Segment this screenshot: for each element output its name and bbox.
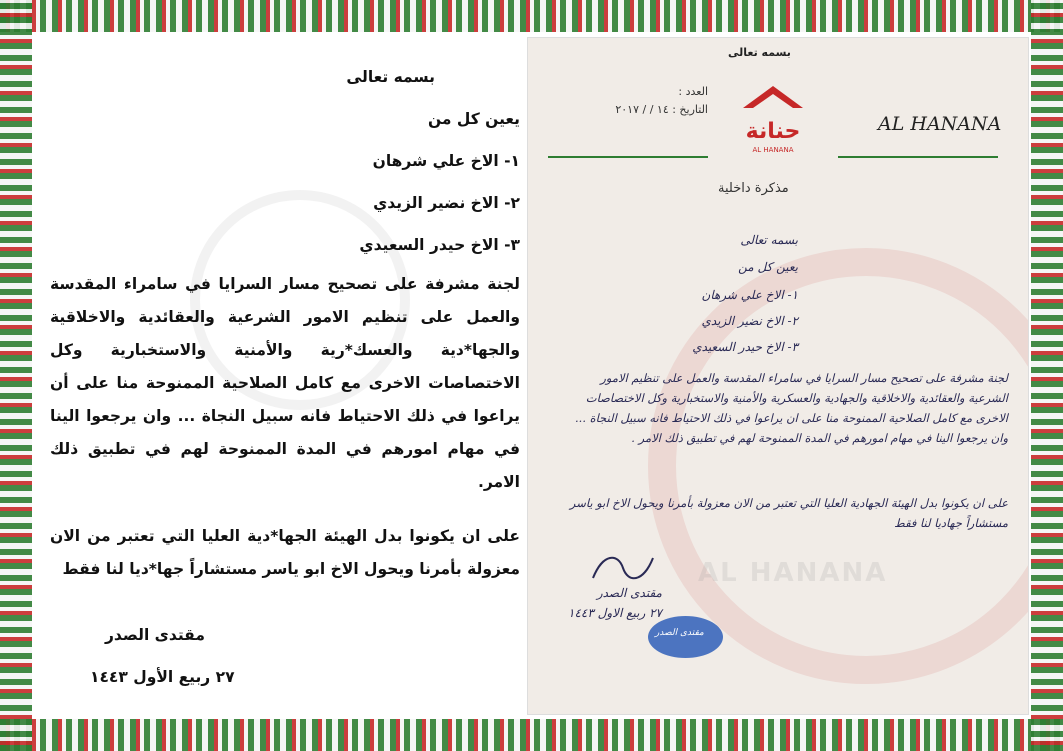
- hand-member-3: ٣- الاخ حيدر السعيدي: [692, 340, 798, 354]
- decorative-border-left: [0, 0, 32, 751]
- typed-transcription: [50, 60, 520, 700]
- hand-member-1: ١- الاخ علي شرهان: [701, 288, 798, 302]
- typed-assign: يعين كل من: [427, 110, 520, 128]
- hand-assign: يعين كل من: [738, 260, 798, 274]
- ornament-divider-left: [548, 146, 708, 158]
- letter-basmala: بسمه تعالى: [728, 46, 791, 59]
- hand-signature-block: [568, 583, 662, 623]
- date-value: ١٤ / / ٢٠١٧: [615, 103, 669, 116]
- handwritten-signature-mark: [588, 548, 658, 588]
- logo-arabic-text: حنانة: [745, 119, 801, 144]
- letter-english-name: AL HANANA: [878, 113, 1002, 135]
- hand-body: لجنة مشرفة على تصحيح مسار السرايا في سامراء المقدسة والعمل على تنظيم الامور الشرعية والعقائدية والاخلاقية والجهادية والعسكرية والأمنية والاستخبارية وكل الاختصاصات الاخرى مع كامل الصلاحية الممنوحة منا على ان يراعوا في ذلك الاحتياط فانه سبيل النجاة ... وان يرجعوا الينا في مهام امورهم في المدة الممنوحة لهم في تطبيق ذلك الامر .: [575, 371, 1008, 445]
- typed-body: لجنة مشرفة على تصحيح مسار السرايا في سامراء المقدسة والعمل على تنظيم الامور الشرعية والعقائدية والاخلاقية والجها*دية والعسك*رية والأمنية والاستخبارية وكل الاختصاصات الاخرى مع كامل الصلاحية الممنوحة منا على أن يراعوا في ذلك الاحتياط فانه سبيل النجاة ... وان يرجعوا الينا في مهام امورهم في المدة الممنوحة لهم في تطبيق ذلك الامر.: [50, 275, 520, 491]
- ornament-divider-right: [838, 146, 998, 158]
- hand-body-2: على ان يكونوا بدل الهيئة الجهادية العليا التي تعتبر من الان معزولة بأمرنا ويحول الاخ ابو ياسر مستشاراً جهاديا لنا فقط: [569, 496, 1008, 530]
- typed-member-1: ١- الاخ علي شرهان: [372, 152, 520, 170]
- hand-basmala: بسمه تعالى: [740, 233, 798, 247]
- hand-signature-name: مقتدى الصدر: [596, 586, 662, 600]
- letter-meta: [548, 83, 708, 119]
- typed-signature-date: ٢٧ ربيع الأول ١٤٤٣: [90, 668, 235, 686]
- stamp-text: مقتدى الصدر: [655, 628, 704, 638]
- memo-title: مذكرة داخلية: [718, 181, 789, 196]
- decorative-border-top: [0, 0, 1063, 32]
- typed-signature-name: مقتدى الصدر: [105, 626, 205, 644]
- date-label: التاريخ :: [672, 103, 708, 116]
- number-label: العدد :: [678, 85, 708, 98]
- scanned-letter: [528, 38, 1028, 714]
- typed-body-2: على ان يكونوا بدل الهيئة الجها*دية العليا التي تعتبر من الان معزولة بأمرنا ويحول الاخ ابو ياسر مستشاراً جها*ديا لنا فقط: [50, 527, 520, 578]
- typed-basmala: بسمه تعالى: [346, 68, 435, 86]
- typed-member-3: ٣- الاخ حيدر السعيدي: [359, 236, 520, 254]
- hand-signature-date: ٢٧ ربيع الاول ١٤٤٣: [568, 606, 662, 620]
- logo-sub-text: AL HANANA: [752, 146, 794, 154]
- decorative-border-bottom: [0, 719, 1063, 751]
- letter-watermark-text: AL HANANA: [698, 558, 888, 588]
- decorative-border-right: [1031, 0, 1063, 751]
- hanana-logo: [733, 78, 813, 158]
- typed-member-2: ٢- الاخ نضير الزيدي: [373, 194, 520, 212]
- hand-member-2: ٢- الاخ نضير الزيدي: [701, 314, 798, 328]
